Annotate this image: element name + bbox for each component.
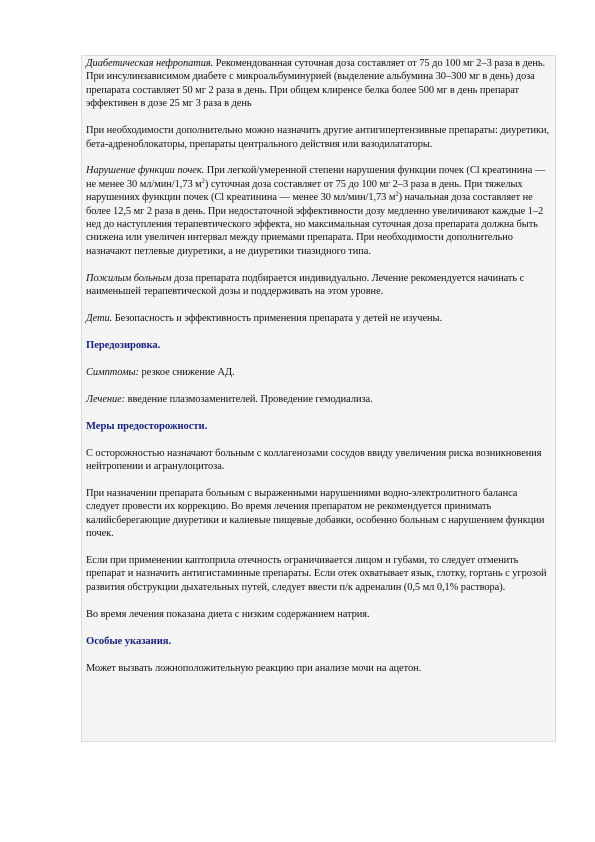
renal-impairment-text-2: ) суточная доза составляет от 75 до 100 мг 2–3 раза в день. При тяжелых нарушениях функции почек (Cl креатинина — менее 30 мл/мин/1,73 м (86, 178, 523, 204)
elderly-lead: Пожилым больным (86, 272, 172, 284)
renal-impairment-lead: Нарушение функции почек. (86, 165, 205, 177)
children-paragraph (86, 312, 551, 325)
symptoms-text: резкое снижение АД. (138, 366, 235, 378)
elderly-paragraph (86, 272, 551, 299)
renal-impairment-paragraph (86, 164, 551, 258)
children-text: Безопасность и эффективность применения препарата у детей не изучены. (112, 313, 442, 325)
renal-impairment-text-1: При легкой/умеренной степени нарушения функции почек (Cl креатинина — не менее 30 мл/мин/1,73 м (86, 165, 546, 190)
precautions-heading: Меры предосторожности. (86, 420, 208, 432)
caution-paragraph: С осторожностью назначают больным с коллагенозами сосудов ввиду увеличения риска возникновения нейтропении и агранулоцитоза. (86, 447, 542, 473)
treatment-text: введение плазмозаменителей. Проведение гемодиализа. (125, 393, 373, 405)
water-electrolyte-paragraph: При назначении препарата больным с выраженными нарушениями водно-электролитного баланса следует провести их коррекцию. Во время лечения препаратом не рекомендуется принимать калийсберегающие диуретики и калиевые пищевые добавки, особенно больным с нарушением функции почек. (86, 487, 545, 540)
diabetic-nephropathy-text: Рекомендованная суточная доза составляет от 75 до 100 мг 2–3 раза в день. При инсулинзависимом диабете с микроальбуминурией (выделение альбумина 30–300 мг в день) доза препарата составляет 50 мг 2 раза в день. При общем клиренсе белка более 500 мг в день препарат эффективен в дозе 25 мг 3 раза в день (86, 58, 546, 110)
square-superscript-1: 2 (201, 177, 205, 185)
acetone-paragraph: Может вызвать ложноположительную реакцию при анализе мочи на ацетон. (86, 662, 422, 674)
special-instructions-heading: Особые указания. (86, 635, 172, 647)
diet-paragraph: Во время лечения показана диета с низким содержанием натрия. (86, 608, 370, 620)
document-panel (81, 55, 556, 742)
additional-drugs-paragraph: При необходимости дополнительно можно назначить другие антигипертензивные препараты: диуретики, бета-адреноблокаторы, препараты центрального действия или вазодилататоры. (86, 125, 550, 150)
symptoms-lead: Симптомы: (86, 366, 139, 378)
diabetic-nephropathy-paragraph (86, 57, 551, 111)
treatment-paragraph (86, 393, 551, 406)
symptoms-paragraph (86, 366, 551, 379)
overdose-heading: Передозировка. (86, 340, 161, 351)
square-superscript-2: 2 (395, 190, 399, 198)
diabetic-nephropathy-lead: Диабетическая нефропатия. (86, 58, 214, 69)
treatment-lead: Лечение: (86, 393, 126, 405)
elderly-text: доза препарата подбирается индивидуально. Лечение рекомендуется начинать с наименьшей терапевтической дозы и поддерживать на этом уровне. (86, 272, 525, 298)
children-lead: Дети. (86, 313, 113, 325)
edema-paragraph: Если при применении каптоприла отечность ограничивается лицом и губами, то следует отменить препарат и назначить антигистаминные препараты. Если отек охватывает язык, глотку, гортань с угрозой развития обструкции дыхательных путей, следует ввести п/к адреналин (0,5 мл 0,1% раствора). (86, 555, 547, 593)
renal-impairment-text-3: ) начальная доза составляет не более 12,5 мг 2 раза в день. При недостаточной эффективности дозу медленно увеличивают каждые 1–2 нед до наступления терапевтического эффекта, но максимальная суточная доза препарата должна быть снижена или увеличен интервал между приемами препарата. При необходимости дополнительно назначают петлевые диуретики, а не диуретики тиазидного типа. (86, 192, 544, 257)
